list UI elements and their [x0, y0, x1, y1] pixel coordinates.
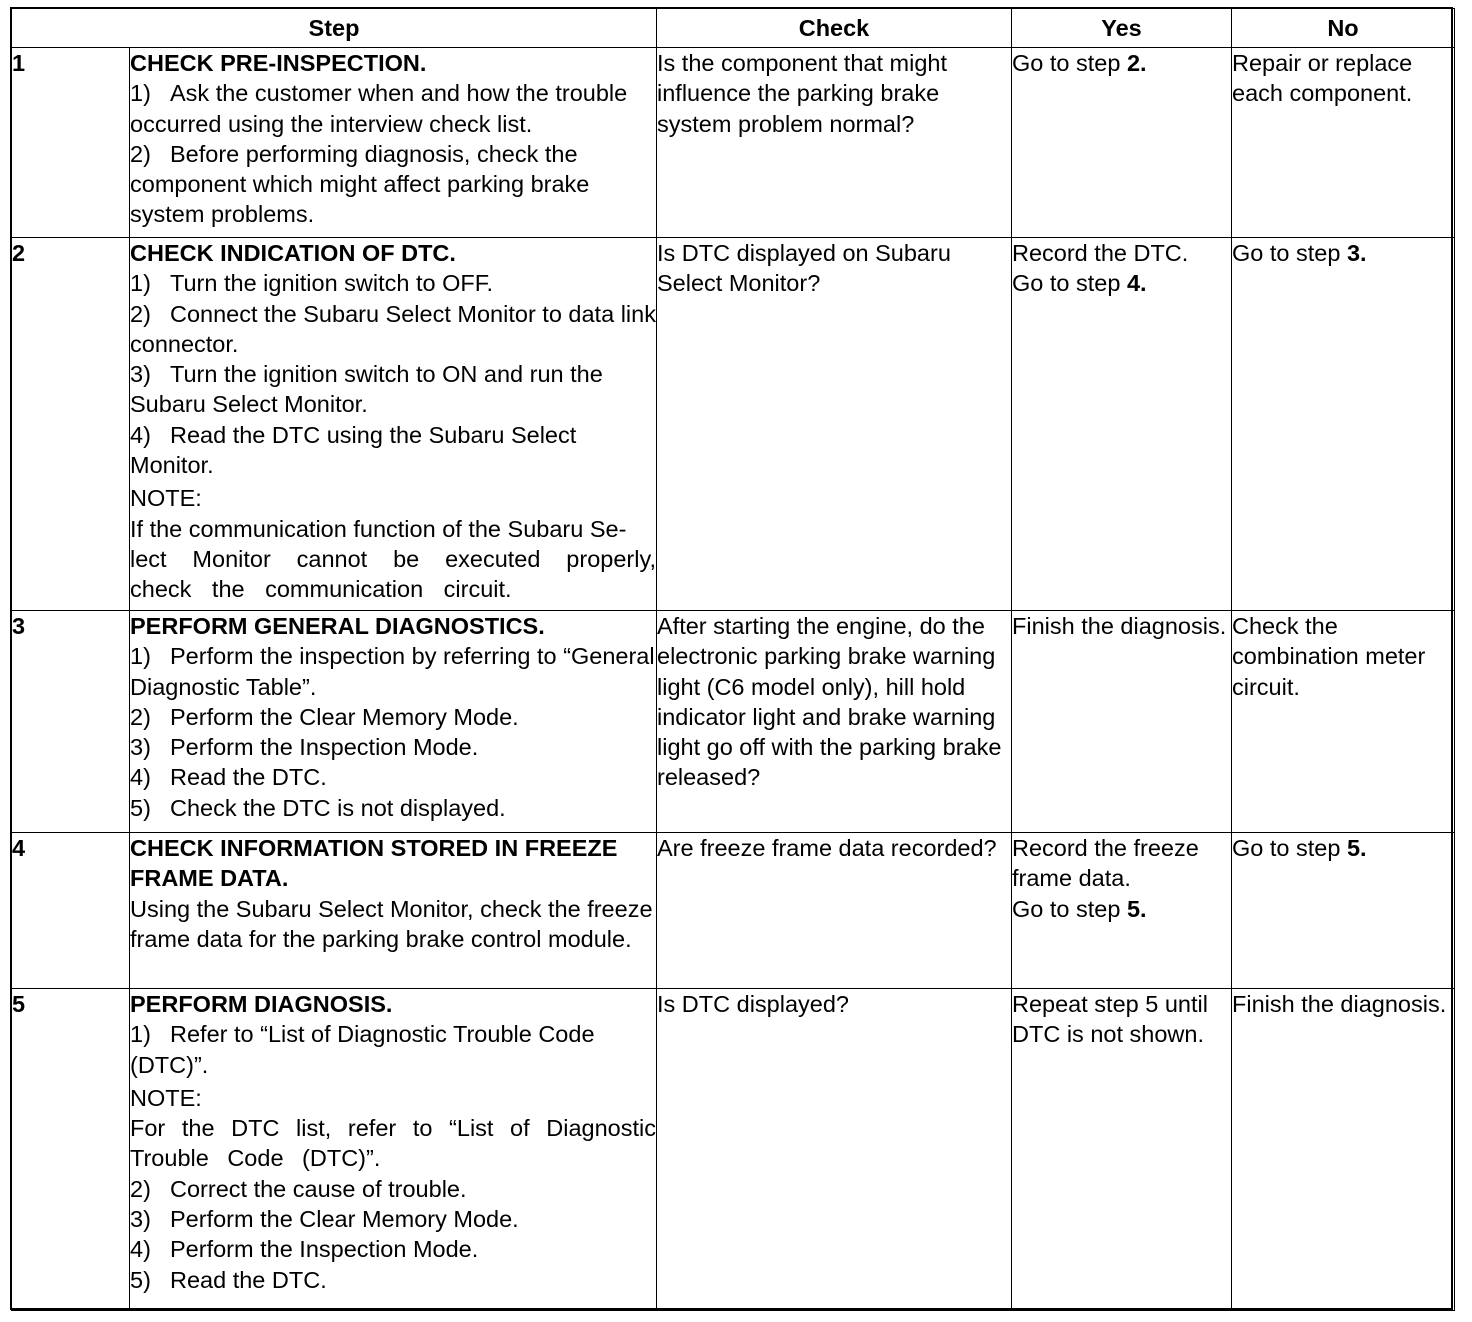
- step-item: [130, 139, 656, 230]
- item-text: Read the DTC.: [170, 764, 327, 791]
- step-number: 4: [12, 833, 130, 989]
- step-item: [130, 641, 656, 702]
- step-item: [130, 1234, 656, 1264]
- item-text: Perform the Clear Memory Mode.: [170, 703, 519, 730]
- table-row: [12, 48, 1455, 238]
- item-text: Perform the Inspection Mode.: [170, 1236, 479, 1263]
- item-text: Read the DTC using the Subaru Select Monitor.: [130, 421, 577, 479]
- step-item: [130, 420, 656, 481]
- no-step-ref: 5.: [1346, 835, 1367, 861]
- yes-step-ref: 2.: [1126, 50, 1147, 76]
- step-cell: [130, 989, 657, 1311]
- step-cell: [130, 611, 657, 833]
- step-title: CHECK INDICATION OF DTC.: [130, 240, 456, 266]
- no-cell: Finish the diagnosis.: [1232, 989, 1455, 1311]
- yes-text: Go to step: [1012, 895, 1127, 922]
- step-item: [130, 732, 656, 762]
- no-step-ref: 3.: [1346, 240, 1367, 266]
- yes-cell: Finish the diagnosis.: [1012, 611, 1232, 833]
- yes-cell: Repeat step 5 until DTC is not shown.: [1012, 989, 1232, 1311]
- step-title: PERFORM GENERAL DIAGNOSTICS.: [130, 613, 545, 639]
- yes-step-ref: 4.: [1126, 270, 1147, 297]
- check-cell: Are freeze frame data recorded?: [657, 833, 1012, 989]
- no-cell: [1232, 238, 1455, 611]
- item-text: Correct the cause of trouble.: [170, 1175, 467, 1202]
- step-item: [130, 702, 656, 732]
- step-number: 1: [12, 48, 130, 238]
- step-item: [130, 762, 656, 792]
- item-number: 4): [130, 1236, 151, 1263]
- item-number: 5): [130, 1266, 151, 1293]
- header-row: [12, 9, 1455, 48]
- no-cell: Check the combination meter circuit.: [1232, 611, 1455, 833]
- no-cell: Repair or replace each component.: [1232, 48, 1455, 238]
- table-row: [12, 611, 1455, 833]
- item-number: 2): [130, 703, 151, 730]
- note-text: check the communication circuit.: [130, 576, 512, 603]
- item-number: 4): [130, 421, 151, 448]
- item-number: 3): [130, 1206, 151, 1233]
- item-number: 1): [130, 643, 151, 670]
- item-text: Turn the ignition switch to OFF.: [170, 270, 494, 297]
- step-title: CHECK PRE-INSPECTION.: [130, 50, 427, 76]
- item-number: 1): [130, 80, 151, 107]
- step-item: [130, 78, 656, 139]
- note-text: For the DTC list, refer to “List of Diagnostic: [130, 1115, 656, 1142]
- yes-text: Record the DTC.: [1012, 240, 1189, 266]
- item-number: 2): [130, 1175, 151, 1202]
- no-text: Go to step: [1232, 835, 1347, 861]
- check-cell: Is the component that might influence the parking brake system problem normal?: [657, 48, 1012, 238]
- check-cell: After starting the engine, do the electronic parking brake warning light (C6 model only), hill hold indicator light and brake warning light go off with the parking brake released?: [657, 611, 1012, 833]
- step-number: 3: [12, 611, 130, 833]
- item-number: 2): [130, 140, 151, 167]
- item-text: Before performing diagnosis, check the component which might affect parking brake system problems.: [130, 140, 590, 228]
- item-number: 5): [130, 794, 151, 821]
- table-row: [12, 989, 1455, 1311]
- header-step: Step: [12, 9, 657, 48]
- item-text: Turn the ignition switch to ON and run the Subaru Select Monitor.: [130, 361, 603, 418]
- step-number: 2: [12, 238, 130, 611]
- yes-cell: [1012, 833, 1232, 989]
- check-cell: Is DTC displayed on Subaru Select Monitor?: [657, 238, 1012, 611]
- table-row: [12, 833, 1455, 989]
- item-number: 1): [130, 1021, 151, 1048]
- item-text: Check the DTC is not displayed.: [170, 794, 506, 821]
- step-item: [130, 793, 656, 823]
- step-item: [130, 1204, 656, 1234]
- step-item: [130, 268, 656, 298]
- step-item: [130, 1174, 656, 1204]
- header-yes: Yes: [1012, 9, 1232, 48]
- note-text: lect Monitor cannot be executed properly,: [130, 545, 656, 572]
- item-number: 1): [130, 270, 151, 297]
- step-title: CHECK INFORMATION STORED IN FREEZE FRAME DATA.: [130, 835, 618, 892]
- yes-text: Go to step: [1012, 270, 1127, 297]
- header-no: No: [1232, 9, 1455, 48]
- no-cell: [1232, 833, 1455, 989]
- item-text: Ask the customer when and how the trouble occurred using the interview check list.: [130, 80, 628, 137]
- item-number: 4): [130, 764, 151, 791]
- step-item: [130, 1019, 656, 1080]
- no-text: Go to step: [1232, 240, 1347, 266]
- note-label: NOTE:: [130, 1084, 202, 1111]
- yes-text: Go to step: [1012, 50, 1127, 76]
- step-cell: [130, 238, 657, 611]
- note-text: If the communication function of the Subaru Se-: [130, 515, 627, 542]
- item-number: 2): [130, 300, 151, 327]
- check-cell: Is DTC displayed?: [657, 989, 1012, 1311]
- item-text: Refer to “List of Diagnostic Trouble Code (DTC)”.: [130, 1021, 595, 1078]
- step-item: [130, 1265, 656, 1295]
- yes-step-ref: 5.: [1126, 895, 1147, 922]
- step-item: [130, 359, 656, 420]
- step-body: Using the Subaru Select Monitor, check the freeze frame data for the parking brake control module.: [130, 895, 653, 952]
- item-text: Connect the Subaru Select Monitor to data link connector.: [130, 300, 656, 357]
- step-cell: [130, 833, 657, 989]
- step-item: [130, 299, 656, 360]
- yes-cell: [1012, 48, 1232, 238]
- step-title: PERFORM DIAGNOSIS.: [130, 991, 393, 1017]
- note-label: NOTE:: [130, 485, 202, 512]
- item-number: 3): [130, 734, 151, 761]
- table-row: [12, 238, 1455, 611]
- step-number: 5: [12, 989, 130, 1311]
- header-check: Check: [657, 9, 1012, 48]
- item-text: Perform the Inspection Mode.: [170, 734, 479, 761]
- item-text: Read the DTC.: [170, 1266, 327, 1293]
- item-text: Perform the Clear Memory Mode.: [170, 1206, 519, 1233]
- note-text: Trouble Code (DTC)”.: [130, 1145, 381, 1172]
- diagnostic-table: [11, 8, 1455, 1311]
- step-cell: [130, 48, 657, 238]
- item-number: 3): [130, 361, 151, 388]
- yes-cell: [1012, 238, 1232, 611]
- item-text: Perform the inspection by referring to “General Diagnostic Table”.: [130, 643, 655, 700]
- yes-text: Record the freeze frame data.: [1012, 835, 1199, 892]
